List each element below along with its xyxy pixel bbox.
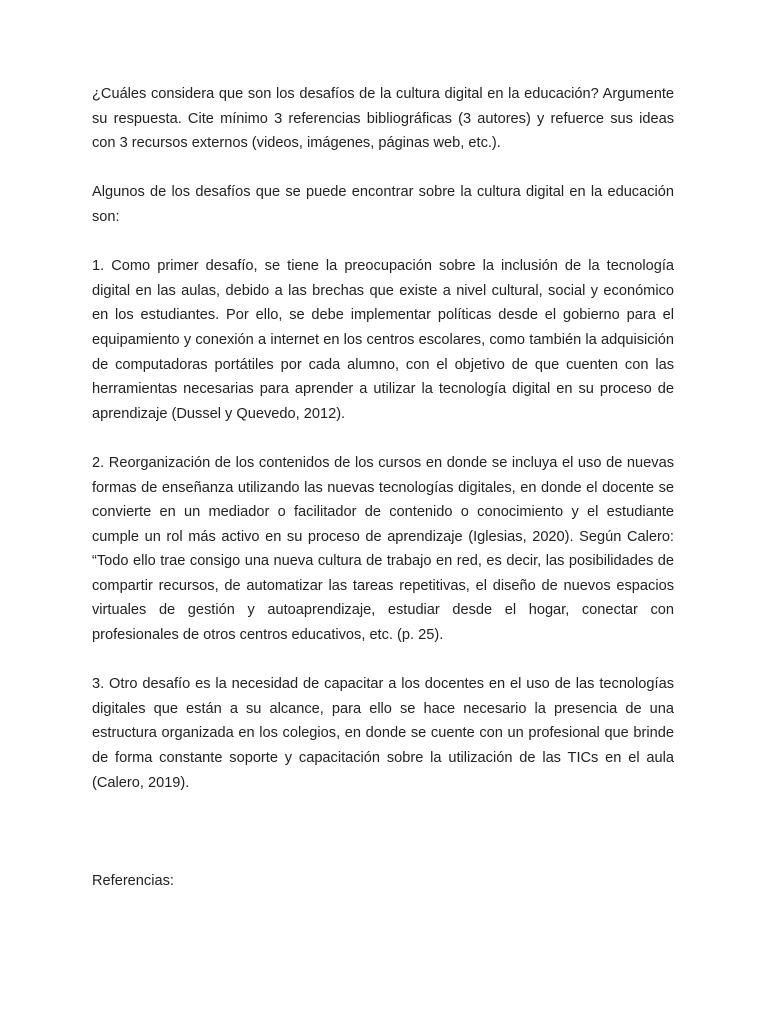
section-spacer (92, 820, 674, 869)
point-paragraph-2: 2. Reorganización de los contenidos de los cursos en donde se incluya el uso de nuevas formas de enseñanza utilizando las nuevas tecnologías digitales, en donde el docente se convierte en un mediador o facilitador de contenido o conocimiento y el estudiante cumple un rol más activo en su proceso de aprendizaje (Iglesias, 2020). Según Calero: “Todo ello trae consigo una nueva cultura de trabajo en red, es decir, las posibilidades de compartir recursos, de automatizar las tareas repetitivas, el diseño de nuevos espacios virtuales de gestión y autoaprendizaje, estudiar desde el hogar, conectar con profesionales de otros centros educativos, etc. (p. 25). (92, 454, 674, 644)
question-paragraph: ¿Cuáles considera que son los desafíos de la cultura digital en la educación? Argumente su respuesta. Cite mínimo 3 referencias bibliográficas (3 autores) y refuerce sus ideas con 3 recursos externos (videos, imágenes, páginas web, etc.). (92, 86, 674, 152)
point-paragraph-3: 3. Otro desafío es la necesidad de capacitar a los docentes en el uso de las tecnologías digitales que están a su alcance, para ello se hace necesario la presencia de una estructura organizada en los colegios, en donde se cuente con un profesional que brinde de forma constante soporte y capacitación sobre la utilización de las TICs en el aula (Calero, 2019). (92, 676, 674, 791)
point-paragraph-1: 1. Como primer desafío, se tiene la preocupación sobre la inclusión de la tecnología digital en las aulas, debido a las brechas que existe a nivel cultural, social y económico en los estudiantes. Por ello, se debe implementar políticas desde el gobierno para el equipamiento y conexión a internet en los centros escolares, como también la adquisición de computadoras portátiles por cada alumno, con el objetivo de que cuenten con las herramientas necesarias para aprender a utilizar la tecnología digital en su proceso de aprendizaje (Dussel y Quevedo, 2012). (92, 258, 674, 422)
references-heading: Referencias: (92, 872, 174, 889)
intro-paragraph: Algunos de los desafíos que se puede encontrar sobre la cultura digital en la educación son: (92, 184, 674, 225)
